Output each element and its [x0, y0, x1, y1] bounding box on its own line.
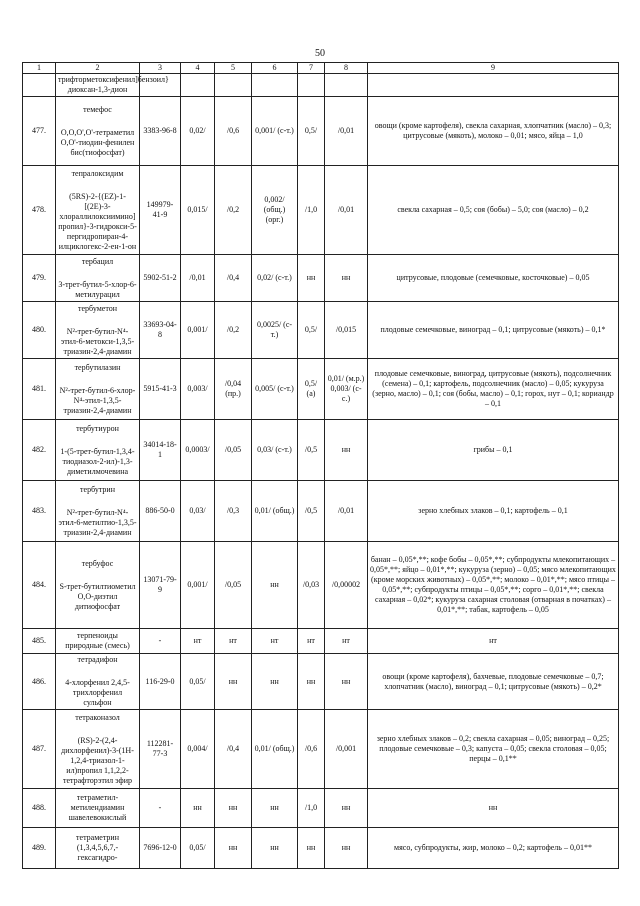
- value-cell-8: нн: [325, 828, 368, 869]
- col-header: 3: [140, 63, 181, 74]
- value-cell-4: 0,05/: [181, 654, 215, 710]
- substance-cell: [56, 74, 169, 97]
- chemical-name: (5RS)-2-{(EZ)-1-[(2E)-3-хлораллилоксиимино] пропил}-3-гидрокси-5-пергидропиран-4-илциклогекс-2-ен-1-он: [58, 191, 137, 251]
- col-header: 1: [23, 63, 56, 74]
- value-cell-5: /0,2: [215, 302, 252, 359]
- value-cell-4: 0,003/: [181, 359, 215, 420]
- value-cell-7: [298, 74, 325, 97]
- col-header: 6: [252, 63, 298, 74]
- substance-name: тербуфос: [81, 558, 114, 568]
- mrl-foods-cell: плодовые семечковые, виноград, цитрусовые (мякоть), подсолнечник (семена) – 0,1; картофель, подсолнечник (масло) – 0,05; кукуруза (зерно, масло) – 0,1; соя (бобы, масло) – 0,1; горох, нут – 0,1; кориандр – 0,1: [368, 359, 619, 420]
- table-row: [23, 542, 619, 629]
- value-cell-8: /0,01: [325, 97, 368, 166]
- cas-number-cell: -: [140, 789, 181, 828]
- value-cell-8: 0,01/ (м.р.) 0,003/ (с-с.): [325, 359, 368, 420]
- value-cell-7: нт: [298, 629, 325, 654]
- substance-cell: [56, 302, 140, 359]
- value-cell-8: /0,001: [325, 710, 368, 789]
- cas-number-cell: 886-50-0: [140, 481, 181, 542]
- value-cell-6: 0,005/ (с-т.): [252, 359, 298, 420]
- chemical-name: (RS)-2-(2,4-дихлорфенил)-3-(1H-1,2,4-триазол-1-ил)пропил 1,1,2,2-тетрафторэтил эфир: [61, 735, 134, 785]
- substance-name: тербутрин: [80, 484, 115, 494]
- value-cell-8: нн: [325, 789, 368, 828]
- value-cell-8: /0,01: [325, 166, 368, 255]
- mrl-foods-cell: мясо, субпродукты, жир, молоко – 0,2; картофель – 0,01**: [368, 828, 619, 869]
- chemical-name: 1-(5-трет-бутил-1,3,4-тиодиазол-2-ил)-1,3-диметилмочевина: [60, 446, 135, 476]
- cas-number-cell: 34014-18-1: [140, 420, 181, 481]
- value-cell-6: нн: [252, 654, 298, 710]
- value-cell-6: 0,02/ (с-т.): [252, 255, 298, 302]
- mrl-foods-cell: свекла сахарная – 0,5; соя (бобы) – 5,0; соя (масло) – 0,2: [368, 166, 619, 255]
- value-cell-7: /0,5: [298, 420, 325, 481]
- chemical-name: S-трет-бутилтиометил O,O-диэтил дитиофосфат: [59, 581, 136, 611]
- value-cell-6: 0,01/ (общ.): [252, 481, 298, 542]
- value-cell-4: 0,03/: [181, 481, 215, 542]
- chemical-name: 3-трет-бутил-5-хлор-6-метилурацил: [58, 279, 137, 299]
- value-cell-6: 0,002/ (общ.) (орг.): [252, 166, 298, 255]
- substance-name: терпеноиды природные (смесь): [65, 631, 130, 650]
- cas-number-cell: 149979-41-9: [140, 166, 181, 255]
- table-row: [23, 481, 619, 542]
- mrl-foods-cell: зерно хлебных злаков – 0,2; свекла сахарная – 0,05; виноград – 0,25; плодовые семечковые – 0,3; капуста – 0,05; свекла столовая – 0,05; перцы – 0,1**: [368, 710, 619, 789]
- col-header: 8: [325, 63, 368, 74]
- value-cell-7: /0,6: [298, 710, 325, 789]
- value-cell-5: нт: [215, 629, 252, 654]
- value-cell-4: [181, 74, 215, 97]
- substance-name: тетрадифон: [77, 655, 118, 664]
- value-cell-6: нн: [252, 828, 298, 869]
- mrl-foods-cell: нт: [368, 629, 619, 654]
- substance-cell: [56, 359, 140, 420]
- table-row: [23, 654, 619, 710]
- chemical-name: N²-трет-бутил-N⁴-этил-6-метилтио-1,3,5-триазин-2,4-диамин: [58, 507, 137, 537]
- row-number-cell: 487.: [23, 710, 56, 789]
- substance-name: тербацил: [81, 256, 114, 266]
- table-row: [23, 420, 619, 481]
- value-cell-4: /0,01: [181, 255, 215, 302]
- value-cell-6: 0,03/ (с-т.): [252, 420, 298, 481]
- chemical-name: 4-хлорфенил 2,4,5-трихлорфенил сульфон: [65, 678, 130, 707]
- value-cell-6: 0,0025/ (с-т.): [252, 302, 298, 359]
- value-cell-5: нн: [215, 789, 252, 828]
- value-cell-6: [252, 74, 298, 97]
- value-cell-7: 0,5/ (а): [298, 359, 325, 420]
- value-cell-5: /0,4: [215, 710, 252, 789]
- value-cell-5: /0,2: [215, 166, 252, 255]
- row-number-cell: 484.: [23, 542, 56, 629]
- pesticide-table: [22, 62, 619, 869]
- cas-number-cell: 13071-79-9: [140, 542, 181, 629]
- value-cell-4: нт: [181, 629, 215, 654]
- value-cell-7: нн: [298, 654, 325, 710]
- cas-number-cell: 33693-04-8: [140, 302, 181, 359]
- cas-number-cell: 3383-96-8: [140, 97, 181, 166]
- col-header: 7: [298, 63, 325, 74]
- table-body: [23, 74, 619, 869]
- substance-cell: [56, 420, 140, 481]
- chemical-name: трифторметоксифенил]бензоил}диоксан-1,3-дион: [58, 75, 169, 94]
- row-number-cell: 478.: [23, 166, 56, 255]
- value-cell-8: /0,01: [325, 481, 368, 542]
- substance-cell: [56, 166, 140, 255]
- value-cell-7: /0,5: [298, 481, 325, 542]
- cas-number-cell: 5915-41-3: [140, 359, 181, 420]
- value-cell-6: нн: [252, 789, 298, 828]
- value-cell-8: /0,015: [325, 302, 368, 359]
- value-cell-7: /1,0: [298, 789, 325, 828]
- substance-cell: [56, 481, 140, 542]
- substance-cell: [56, 542, 140, 629]
- substance-name: тетраконазол: [75, 712, 120, 722]
- value-cell-8: нт: [325, 629, 368, 654]
- value-cell-5: [215, 74, 252, 97]
- value-cell-4: 0,001/: [181, 542, 215, 629]
- value-cell-7: нн: [298, 255, 325, 302]
- value-cell-6: нн: [252, 542, 298, 629]
- value-cell-8: /0,00002: [325, 542, 368, 629]
- table-row: [23, 166, 619, 255]
- value-cell-4: 0,004/: [181, 710, 215, 789]
- row-number-cell: 485.: [23, 629, 56, 654]
- cas-number-cell: 7696-12-0: [140, 828, 181, 869]
- value-cell-5: /0,04 (пр.): [215, 359, 252, 420]
- cas-number-cell: 5902-51-2: [140, 255, 181, 302]
- substance-cell: [56, 654, 140, 710]
- col-header: 4: [181, 63, 215, 74]
- mrl-foods-cell: банан – 0,05*,**; кофе бобы – 0,05*,**; субпродукты млекопитающих – 0,05*,**; яйцо – 0,01*,**; кукуруза (зерно) – 0,05; мясо млекопитающих (кроме морских животных) – 0,05*,**; молоко – 0,01*,**; мясо птицы – 0,05*,**; субпродукты птицы – 0,05*,**; сорго – 0,01*,**; свекла сахарная – 0,02*; кукуруза сахарная столовая (отварная в початках) – 0,01*,**; табак, картофель – 0,05: [368, 542, 619, 629]
- page-number: 50: [315, 48, 325, 59]
- value-cell-5: /0,6: [215, 97, 252, 166]
- cas-number-cell: 116-29-0: [140, 654, 181, 710]
- substance-name: тербутилазин: [74, 362, 121, 372]
- value-cell-8: нн: [325, 654, 368, 710]
- substance-name: тепралоксидим: [71, 168, 124, 178]
- value-cell-4: 0,015/: [181, 166, 215, 255]
- mrl-foods-cell: цитрусовые, плодовые (семечковые, косточковые) – 0,05: [368, 255, 619, 302]
- col-header: 9: [368, 63, 619, 74]
- row-number-cell: 479.: [23, 255, 56, 302]
- value-cell-7: /1,0: [298, 166, 325, 255]
- value-cell-6: 0,001/ (с-т.): [252, 97, 298, 166]
- substance-name: темефос: [83, 104, 112, 114]
- value-cell-5: нн: [215, 828, 252, 869]
- value-cell-8: нн: [325, 255, 368, 302]
- substance-cell: [56, 789, 140, 828]
- row-number-cell: 489.: [23, 828, 56, 869]
- value-cell-6: 0,01/ (общ.): [252, 710, 298, 789]
- value-cell-4: 0,02/: [181, 97, 215, 166]
- row-number-cell: 481.: [23, 359, 56, 420]
- row-number-cell: 488.: [23, 789, 56, 828]
- table-row: [23, 255, 619, 302]
- value-cell-7: /0,03: [298, 542, 325, 629]
- value-cell-5: /0,4: [215, 255, 252, 302]
- table-row: [23, 789, 619, 828]
- substance-cell: [56, 255, 140, 302]
- table-row: [23, 710, 619, 789]
- value-cell-5: /0,3: [215, 481, 252, 542]
- header-row: [23, 63, 619, 74]
- row-number-cell: 483.: [23, 481, 56, 542]
- substance-name: тербутиурон: [76, 423, 119, 433]
- substance-name: тетраметил-метилендиамин шавелевокислый: [68, 793, 127, 822]
- value-cell-5: /0,05: [215, 420, 252, 481]
- chemical-name: N²-трет-бутил-6-хлор-N⁴-этил-1,3,5-триазин-2,4-диамин: [59, 385, 136, 415]
- table-row: [23, 629, 619, 654]
- chemical-name: O,O,O',O'-тетраметил O,O'-тиодин-фенилен бис(тиофосфат): [60, 127, 135, 157]
- value-cell-4: 0,001/: [181, 302, 215, 359]
- chemical-name: N²-трет-бутил-N⁴-этил-6-метокси-1,3,5-триазин-2,4-диамин: [60, 326, 135, 356]
- cas-number-cell: 112281-77-3: [140, 710, 181, 789]
- substance-cell: [56, 828, 140, 869]
- col-header: 2: [56, 63, 140, 74]
- row-number-cell: 477.: [23, 97, 56, 166]
- table-row: [23, 828, 619, 869]
- col-header: 5: [215, 63, 252, 74]
- mrl-foods-cell: грибы – 0,1: [368, 420, 619, 481]
- value-cell-4: 0,0003/: [181, 420, 215, 481]
- mrl-foods-cell: овощи (кроме картофеля), бахчевые, плодовые семечковые – 0,7; хлопчатник (масло), виноград – 0,1; цитрусовые (мякоть) – 0,2*: [368, 654, 619, 710]
- substance-cell: [56, 629, 140, 654]
- substance-cell: [56, 97, 140, 166]
- row-number-cell: [23, 74, 56, 97]
- substance-cell: [56, 710, 140, 789]
- value-cell-7: 0,5/: [298, 97, 325, 166]
- value-cell-5: нн: [215, 654, 252, 710]
- value-cell-7: нн: [298, 828, 325, 869]
- mrl-foods-cell: нн: [368, 789, 619, 828]
- value-cell-7: 0,5/: [298, 302, 325, 359]
- mrl-foods-cell: плодовые семечковые, виноград – 0,1; цитрусовые (мякоть) – 0,1*: [368, 302, 619, 359]
- cas-number-cell: -: [140, 629, 181, 654]
- table-row: [23, 302, 619, 359]
- mrl-foods-cell: зерно хлебных злаков – 0,1; картофель – 0,1: [368, 481, 619, 542]
- table-row: [23, 359, 619, 420]
- row-number-cell: 480.: [23, 302, 56, 359]
- table-row: [23, 97, 619, 166]
- table-row: [23, 74, 619, 97]
- value-cell-6: нт: [252, 629, 298, 654]
- mrl-foods-cell: овощи (кроме картофеля), свекла сахарная, хлопчатник (масло) – 0,3; цитрусовые (мякоть), молоко – 0,01; мясо, яйца – 1,0: [368, 97, 619, 166]
- substance-name: тербуметон: [78, 303, 117, 313]
- row-number-cell: 482.: [23, 420, 56, 481]
- value-cell-4: нн: [181, 789, 215, 828]
- value-cell-4: 0,05/: [181, 828, 215, 869]
- value-cell-5: /0,05: [215, 542, 252, 629]
- row-number-cell: 486.: [23, 654, 56, 710]
- value-cell-8: нн: [325, 420, 368, 481]
- substance-name: тетраметрин (1,3,4,5,6,7,-гексагидро-: [76, 833, 119, 862]
- mrl-foods-cell: [368, 74, 619, 97]
- value-cell-8: [325, 74, 368, 97]
